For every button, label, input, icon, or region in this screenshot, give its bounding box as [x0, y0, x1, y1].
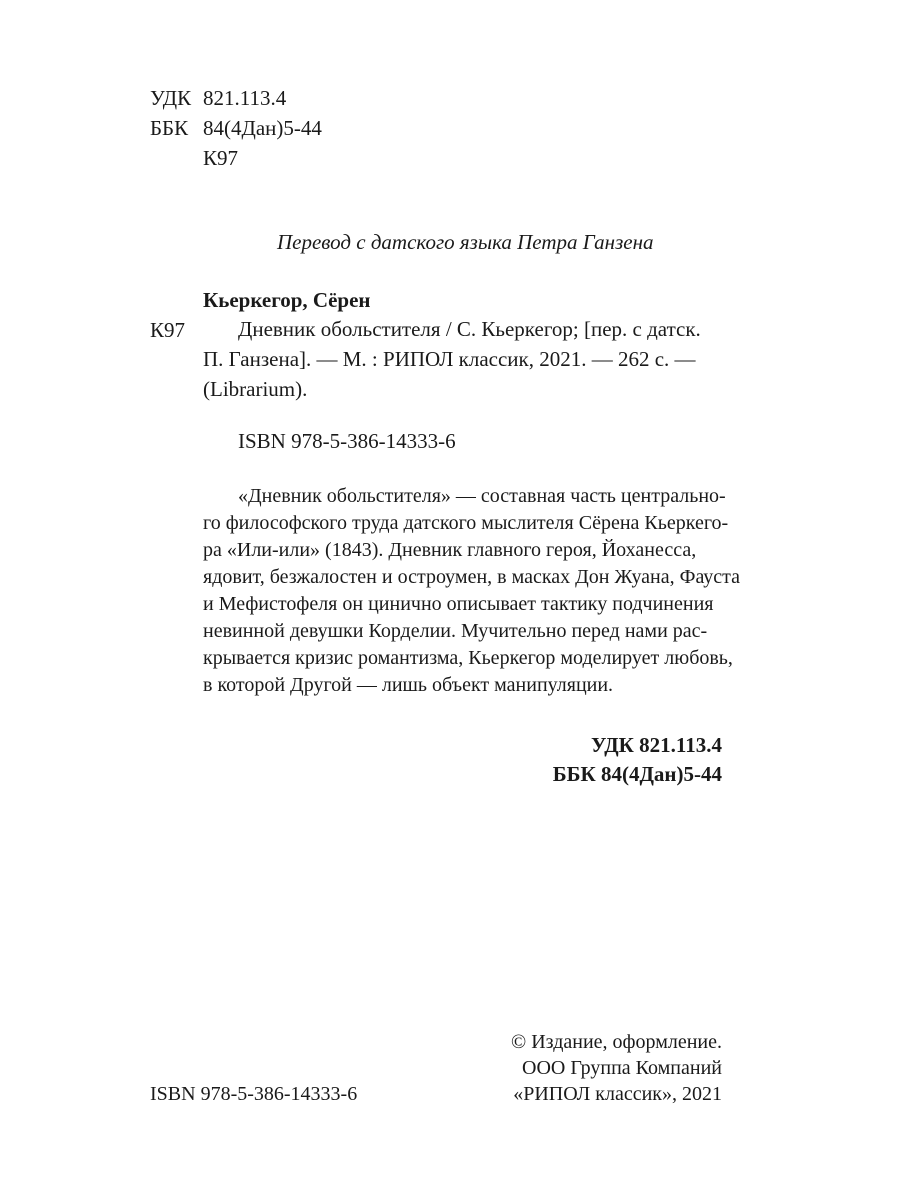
copyright-line-2: ООО Группа Компаний: [522, 1057, 722, 1079]
bbk-value: 84(4Дан)5-44: [203, 116, 322, 140]
annotation-line-6: невинной девушки Корделии. Мучительно перед нами рас-: [203, 620, 708, 642]
bbk-label: ББК: [150, 116, 189, 140]
classification-udk: УДК 821.113.4: [590, 733, 722, 757]
annotation-line-4: ядовит, безжалостен и остроумен, в масках Дон Жуана, Фауста: [203, 566, 741, 588]
copyright-line-1: © Издание, оформление.: [511, 1031, 722, 1053]
author-mark: К97: [150, 318, 186, 342]
author-heading: Кьеркегор, Сёрен: [203, 288, 371, 312]
udk-value: 821.113.4: [203, 86, 287, 110]
author-mark-top: К97: [203, 146, 239, 170]
translation-note: Перевод с датского языка Петра Ганзена: [277, 230, 654, 254]
annotation-line-1: «Дневник обольстителя» — составная часть центрально-: [238, 485, 726, 507]
catalog-isbn: ISBN 978-5-386-14333-6: [238, 429, 456, 453]
annotation-line-3: ра «Или-или» (1843). Дневник главного героя, Йоханесса,: [203, 539, 697, 561]
classification-bbk: ББК 84(4Дан)5-44: [552, 762, 722, 786]
description-line-2: П. Ганзена]. — М. : РИПОЛ классик, 2021. — 262 с. —: [203, 347, 696, 371]
copyright-line-3: «РИПОЛ классик», 2021: [513, 1083, 722, 1105]
udk-label: УДК: [150, 86, 192, 110]
description-line-3: (Librarium).: [203, 377, 308, 401]
annotation-line-7: крывается кризис романтизма, Кьеркегор моделирует любовь,: [203, 647, 733, 669]
description-line-1: Дневник обольстителя / С. Кьеркегор; [пер. с датск.: [238, 317, 701, 341]
annotation-line-2: го философского труда датского мыслителя Сёрена Кьеркего-: [203, 512, 729, 534]
annotation-line-8: в которой Другой — лишь объект манипуляции.: [203, 674, 614, 696]
footer-isbn: ISBN 978-5-386-14333-6: [150, 1083, 358, 1105]
annotation-line-5: и Мефистофеля он цинично описывает тактику подчинения: [203, 593, 714, 615]
